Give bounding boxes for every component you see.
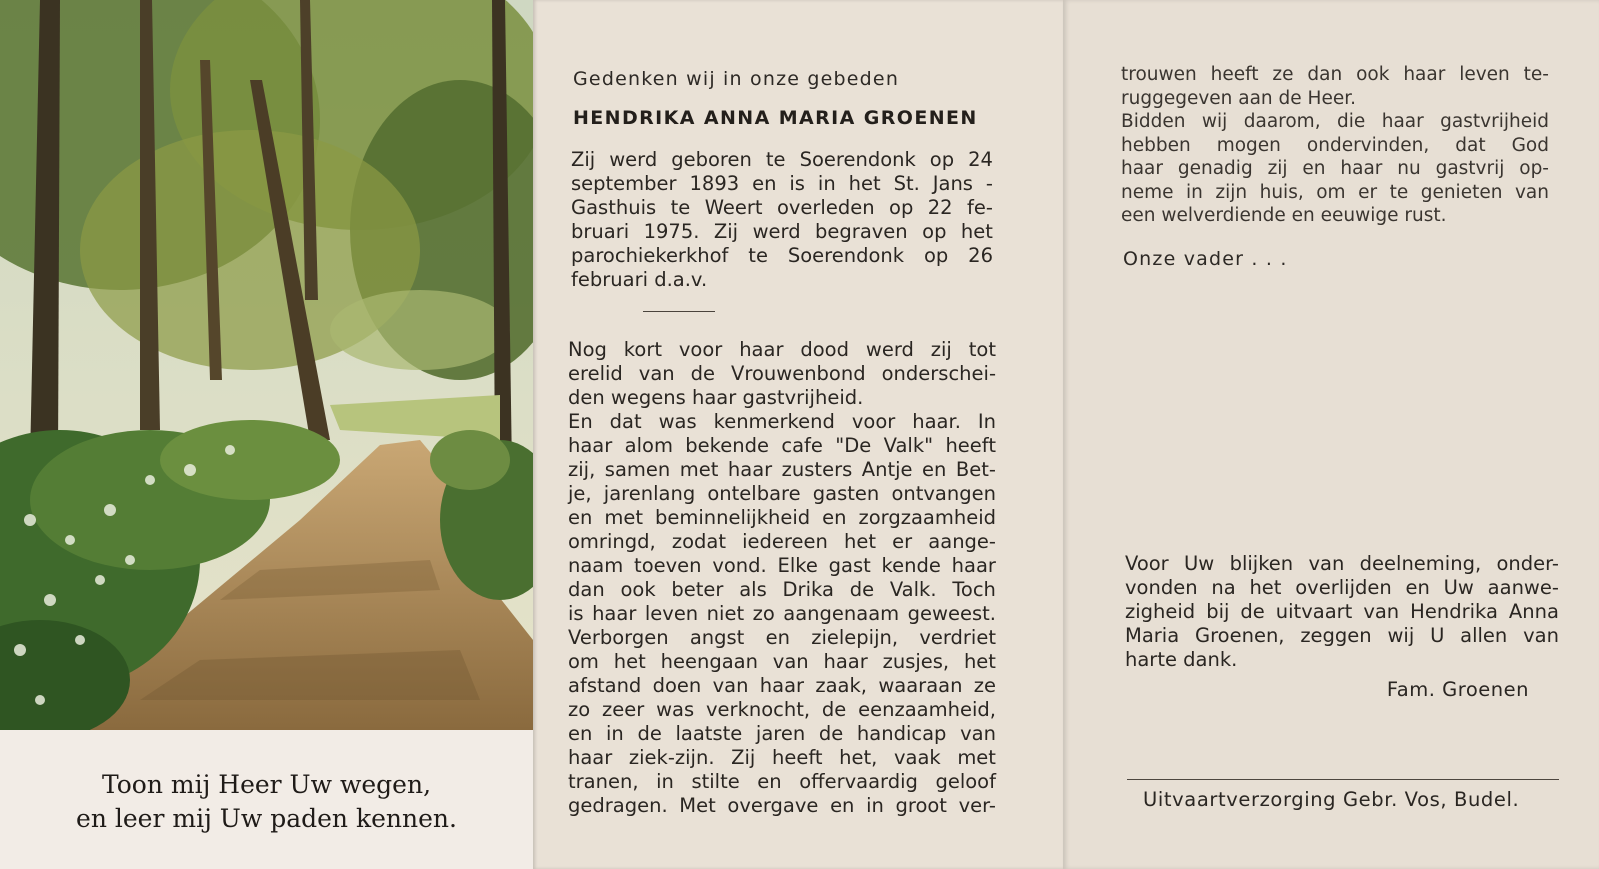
intro-heading: Gedenken wij in onze gebeden [573, 68, 900, 90]
card-right-panel [1063, 0, 1599, 869]
text-line: zij, samen met haar zusters Antje en Bet- [568, 458, 996, 481]
our-father-line: Onze vader . . . [1123, 248, 1288, 270]
text-line: trouwen heeft ze dan ook haar leven te- [1121, 64, 1549, 85]
undertaker-credit: Uitvaartverzorging Gebr. Vos, Budel. [1143, 788, 1520, 811]
text-line: bruari 1975. Zij werd begraven op het [571, 220, 993, 243]
text-line: een welverdiende en eeuwige rust. [1121, 205, 1447, 226]
text-line: En dat was kenmerkend voor haar. In [568, 410, 996, 433]
text-line: vonden na het overlijden en Uw aanwe- [1125, 576, 1559, 599]
text-line: februari d.a.v. [571, 268, 708, 291]
text-line: Bidden wij daarom, die haar gastvrijheid [1121, 111, 1549, 132]
text-line: hebben mogen ondervinden, dat God [1121, 134, 1549, 156]
deceased-name: HENDRIKA ANNA MARIA GROENEN [573, 107, 978, 129]
thanks-paragraph [1125, 552, 1559, 672]
biography-paragraph [571, 148, 993, 292]
text-line: Maria Groenen, zeggen wij U allen van [1125, 624, 1559, 647]
text-line: afstand doen van haar zaak, waaraan ze [568, 674, 996, 697]
text-line: je, jarenlang ontelbare gasten ontvangen [568, 482, 996, 505]
text-line: haar ziek-zijn. Zij heeft het, vaak met [568, 746, 996, 769]
text-line: Verborgen angst en zielepijn, verdriet [568, 626, 996, 649]
text-line: harte dank. [1125, 648, 1238, 671]
card-middle-panel [533, 0, 1063, 869]
text-line: dan ook beter als Drika de Valk. Toch [568, 578, 996, 601]
story-paragraph [568, 338, 996, 818]
text-line: en met beminnelijkheid en zorgzaamheid [568, 506, 996, 529]
text-line: Nog kort voor haar dood werd zij tot [568, 338, 996, 361]
text-line: Gasthuis te Weert overleden op 22 fe- [571, 196, 993, 219]
text-line: om het heengaan van haar zusjes, het [568, 650, 996, 673]
text-line: omringd, zodat iedereen het er aange- [568, 530, 996, 553]
text-line: erelid van de Vrouwenbond onderschei- [568, 362, 996, 385]
text-line: gedragen. Met overgave en in groot ver- [568, 794, 996, 817]
text-line: is haar leven niet zo aangenaam geweest. [568, 602, 996, 625]
footer-divider [1127, 779, 1559, 780]
quote-line: Toon mij Heer Uw wegen, [101, 770, 432, 799]
text-line: neme in zijn huis, om er te genieten van [1121, 181, 1549, 203]
text-line: zo zeer was verknocht, de eenzaamheid, [568, 698, 996, 721]
forest-path-photo [0, 0, 533, 730]
forest-path-illustration [0, 0, 533, 730]
text-line: den wegens haar gastvrijheid. [568, 386, 864, 409]
quote-line: en leer mij Uw paden kennen. [76, 804, 457, 833]
card-left-panel [0, 0, 533, 869]
prayer-paragraph [1121, 63, 1549, 228]
text-line: haar genadig zij en haar nu gastvrij op- [1121, 158, 1549, 179]
section-divider [643, 311, 715, 312]
text-line: Voor Uw blijken van deelneming, onder- [1125, 552, 1559, 575]
text-line: tranen, in stilte en offervaardig geloof [568, 770, 996, 793]
text-line: september 1893 en is in het St. Jans - [571, 172, 993, 195]
text-line: parochiekerkhof te Soerendonk op 26 [571, 244, 993, 267]
text-line: naam toeven vond. Elke gast kende haar [568, 554, 996, 577]
text-line: ruggegeven aan de Heer. [1121, 87, 1357, 109]
text-line: en in de laatste jaren de handicap van [568, 722, 996, 745]
text-line: haar alom bekende cafe "De Valk" heeft [568, 434, 996, 457]
family-signoff: Fam. Groenen [1386, 678, 1529, 701]
text-line: zigheid bij de uitvaart van Hendrika Anna [1125, 600, 1559, 623]
bible-quote [0, 768, 533, 836]
text-line: Zij werd geboren te Soerendonk op 24 [571, 148, 993, 171]
